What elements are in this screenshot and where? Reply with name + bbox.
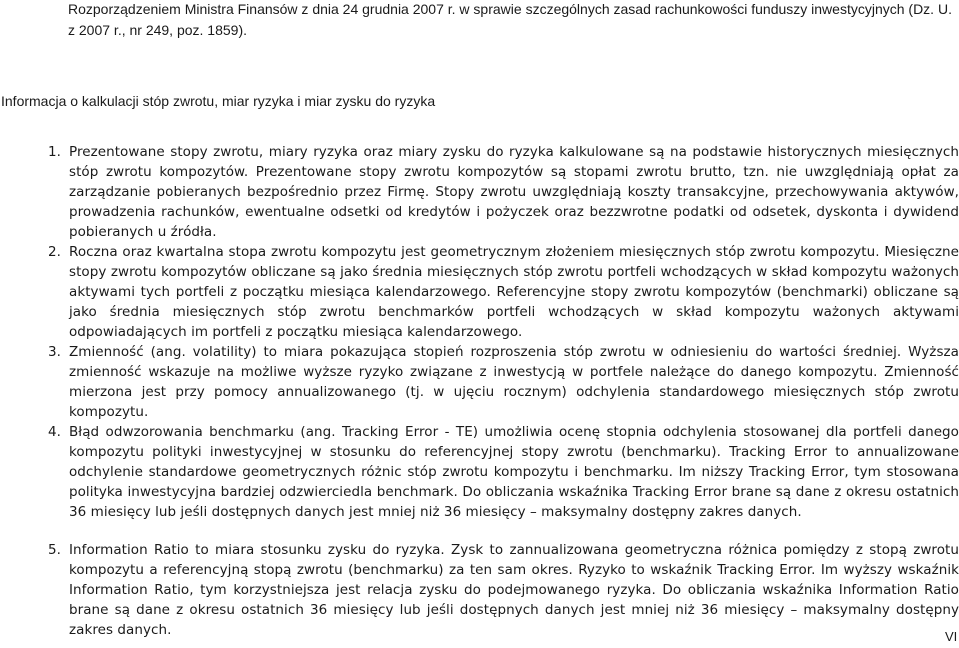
list-item-number: 2. — [48, 244, 61, 260]
section-title: Informacja o kalkulacji stóp zwrotu, miar ryzyka i miar zysku do ryzyka — [1, 93, 436, 109]
regulation-reference: Rozporządzeniem Ministra Finansów z dnia 24 grudnia 2007 r. w sprawie szczególnych zasad rachunkowości funduszy inwestycyjnych (Dz. U. z 2007 r., nr 249, poz. 1859). — [68, 1, 952, 38]
list-item-number: 1. — [48, 144, 61, 160]
list-item-text: Błąd odwzorowania benchmarku (ang. Tracking Error - TE) umożliwia ocenę stopnia odchylenia stosowanej dla portfeli danego kompozytu polityki inwestycyjnej w stosunku do referencyjnej stopy zwrotu (benchmarku). Tracking Error to annualizowane odchylenie standardowe geometrycznych różnic stóp zwrotu kompozytu i benchmarku. Im niższy Tracking Error, tym stosowana polityka inwestycyjna bardziej odzwierciedla benchmark. Do obliczania wskaźnika Tracking Error brane są dane z okresu ostatnich 36 miesięcy lub jeśli dostępnych danych jest mniej niż 36 miesięcy – maksymalny dostępny zakres danych. — [69, 424, 959, 521]
list-item-text: Roczna oraz kwartalna stopa zwrotu kompozytu jest geometrycznym złożeniem miesięcznych stóp zwrotu kompozytu. Miesięczne stopy zwrotu kompozytów obliczane są jako średnia miesięcznych stóp zwrotu portfeli wchodzących w skład kompozytu ważonych aktywami tych portfeli z początku miesiąca kalendarzowego. Referencyjne stopy zwrotu kompozytów (benchmarki) obliczane są jako średnia miesięcznych stóp zwrotu benchmarków portfeli wchodzących w skład kompozytu ważonych aktywami odpowiadających im portfeli z początku miesiąca kalendarzowego. — [69, 244, 959, 341]
page-number: VI — [945, 629, 958, 644]
list-item-number: 4. — [48, 424, 61, 440]
list-item-number: 3. — [48, 344, 61, 360]
list-item-text: Zmienność (ang. volatility) to miara pokazująca stopień rozproszenia stóp zwrotu w odniesieniu do wartości średniej. Wyższa zmienność wskazuje na możliwe wyższe ryzyko związane z inwestycją w portfele należące do danego kompozytu. Zmienność mierzona jest przy pomocy annualizowanego (tj. w ujęciu rocznym) odchylenia standardowego miesięcznych stóp zwrotu kompozytu. — [69, 344, 959, 421]
list-item-text: Information Ratio to miara stosunku zysku do ryzyka. Zysk to zannualizowana geometryczna różnica pomiędzy z stopą zwrotu kompozytu a referencyjną stopą zwrotu (benchmarku) za ten sam okres. Ryzyko to wskaźnik Tracking Error. Im wyższy wskaźnik Information Ratio, tym korzystniejsza jest relacja zysku do podejmowanego ryzyka. Do obliczania wskaźnika Information Ratio brane są dane z okresu ostatnich 36 miesięcy lub jeśli dostępnych danych jest mniej niż 36 miesięcy – maksymalny dostępny zakres danych. — [69, 542, 959, 639]
list-item-number: 5. — [48, 542, 61, 558]
list-item-text: Prezentowane stopy zwrotu, miary ryzyka oraz miary zysku do ryzyka kalkulowane są na podstawie historycznych miesięcznych stóp zwrotu kompozytów. Prezentowane stopy zwrotu kompozytów są stopami zwrotu brutto, tzn. nie uwzględniają opłat za zarządzanie pobieranych bezpośrednio przez Firmę. Stopy zwrotu uwzględniają koszty transakcyjne, przechowywania aktywów, prowadzenia rachunków, ewentualne odsetki od kredytów i pożyczek oraz bezzwrotne podatki od odsetek, dyskonta i dywidend pobieranych u źródła. — [69, 144, 959, 241]
